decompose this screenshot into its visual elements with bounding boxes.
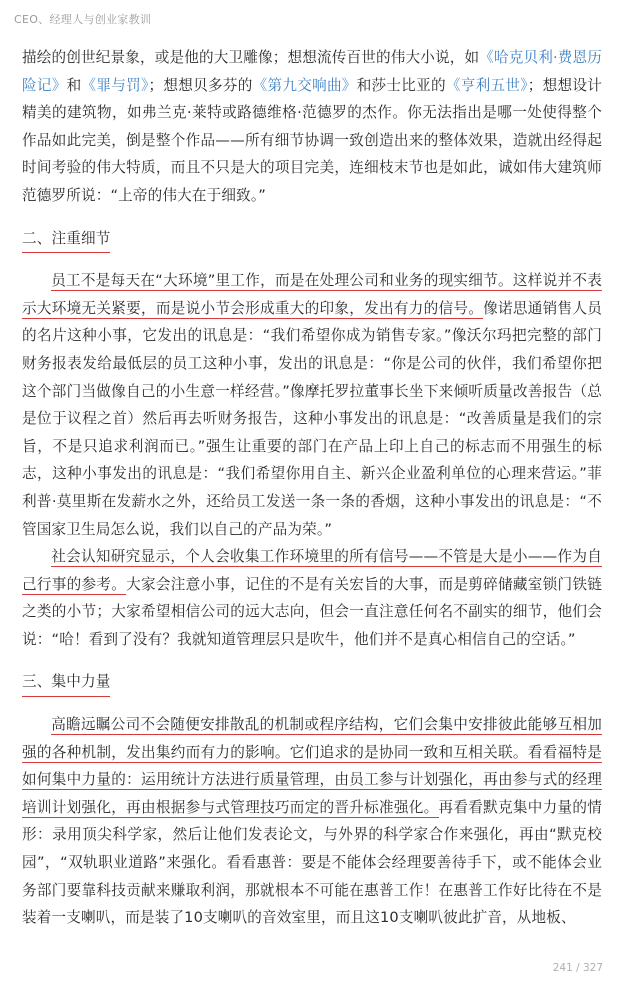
details-paragraph-1: [22, 267, 602, 543]
book-link-crime-punishment[interactable]: 《罪与罚》: [81, 76, 149, 94]
section-heading-details: 二、注重细节: [22, 225, 110, 254]
book-link-henry-v[interactable]: 《亨利五世》: [445, 76, 528, 94]
paragraph-text: 像诺思通销售人员的名片这种小事，它发出的讯息是：“我们希望你成为销售专家。”像沃尔玛把完整的部门财务报表发给最低层的员工这种小事，发出的讯息是：“你是公司的伙伴，我们希望你把这个部门当做像自己的小生意一样经营。”像摩托罗拉董事长坐下来倾听质量改善报告（总是位于议程之首）然后再去听财务报告，这种小事发出的讯息是：“改善质量是我们的宗旨，不是只追求利润而已。”强生让重要的部门在产品上印上自己的标志而不用强生的标志，这种小事发出的讯息是：“我们希望你用自主、新兴企业盈利单位的心理来营运。”菲利普·莫里斯在发薪水之外，还给员工发送一条一条的香烟，这种小事发出的讯息是：“不管国家卫生局怎么说，我们以自己的产品为荣。”: [22, 299, 602, 538]
book-link-huckleberry[interactable]: 《哈克贝利·费恩历险记》: [22, 49, 602, 94]
intro-text-1: 描绘的创世纪景象，或是他的大卫雕像；想想流传百世的伟大小说，如: [22, 49, 480, 66]
book-link-ninth-symphony[interactable]: 《第九交响曲》: [252, 76, 357, 94]
highlighted-text: 员工不是每天在“大环境”里工作，而是在处理公司和业务的现实细节。这样说并不表示大环境无关紧要，而是说小节会形成重大的印象，发出有力的信号。: [22, 272, 602, 317]
book-title-header: CEO、经理人与创业家教训: [14, 13, 152, 26]
details-paragraph-2: [22, 543, 602, 653]
intro-paragraph: [22, 44, 602, 210]
intro-text-3: ；想想贝多芬的: [148, 76, 253, 94]
paragraph-text: 大家会注意小事，记住的不是有关宏旨的大事，而是剪碎储藏室锁门铁链之类的小节；大家希望相信公司的远大志向，但会一直注意任何名不副实的细节，他们会说：“哈！看到了没有？我就知道管理层只是吹牛，他们并不是真心相信自己的空话。”: [22, 575, 602, 648]
intro-text-2: 和: [66, 76, 82, 94]
paragraph-text: 再看看默克集中力量的情形：录用顶尖科学家，然后让他们发表论文，与外界的科学家合作来强化，再由“默克校园”，“双轨职业道路”来强化。看看惠普：要是不能体会经理要善待手下，或不能体会业务部门要靠科技贡献来赚取利润，那就根本不可能在惠普工作！在惠普工作好比待在不是装着一支喇叭，而是装了10支喇叭的音效室里，而且这10支喇叭彼此扩音，从地板、: [22, 798, 602, 927]
focus-paragraph-1: [22, 711, 602, 932]
intro-text-4: 和莎士比亚的: [356, 76, 446, 94]
highlighted-text: 社会认知研究显示，个人会收集工作环境里的所有信号——不管是大是小——作为自己行事的参考。: [22, 548, 602, 593]
page-number: 241 / 327: [552, 962, 603, 974]
intro-text-5: ；想想设计精美的建筑物，如弗兰克·莱特或路德维格·范德罗的杰作。你无法指出是哪一处使得整个作品如此完美，倒是整个作品——所有细节协调一致创造出来的整体效果，造就出经得起时间考验的伟大特质，而且不只是大的项目完美，连细枝末节也是如此，诚如伟大建筑师范德罗所说：“上帝的伟大在于细致。”: [22, 76, 603, 204]
section-heading-focus: 三、集中力量: [22, 668, 110, 697]
highlighted-text: 高瞻远瞩公司不会随便安排散乱的机制或程序结构，它们会集中安排彼此能够互相加强的各种机制，发出集约而有力的影响。它们追求的是协同一致和互相关联。看看福特是如何集中力量的：运用统计方法进行质量管理，由员工参与计划强化，再由参与式的经理培训计划强化，再由根据参与式管理技巧而定的晋升标准强化。: [22, 716, 602, 816]
page-content: [22, 44, 602, 932]
